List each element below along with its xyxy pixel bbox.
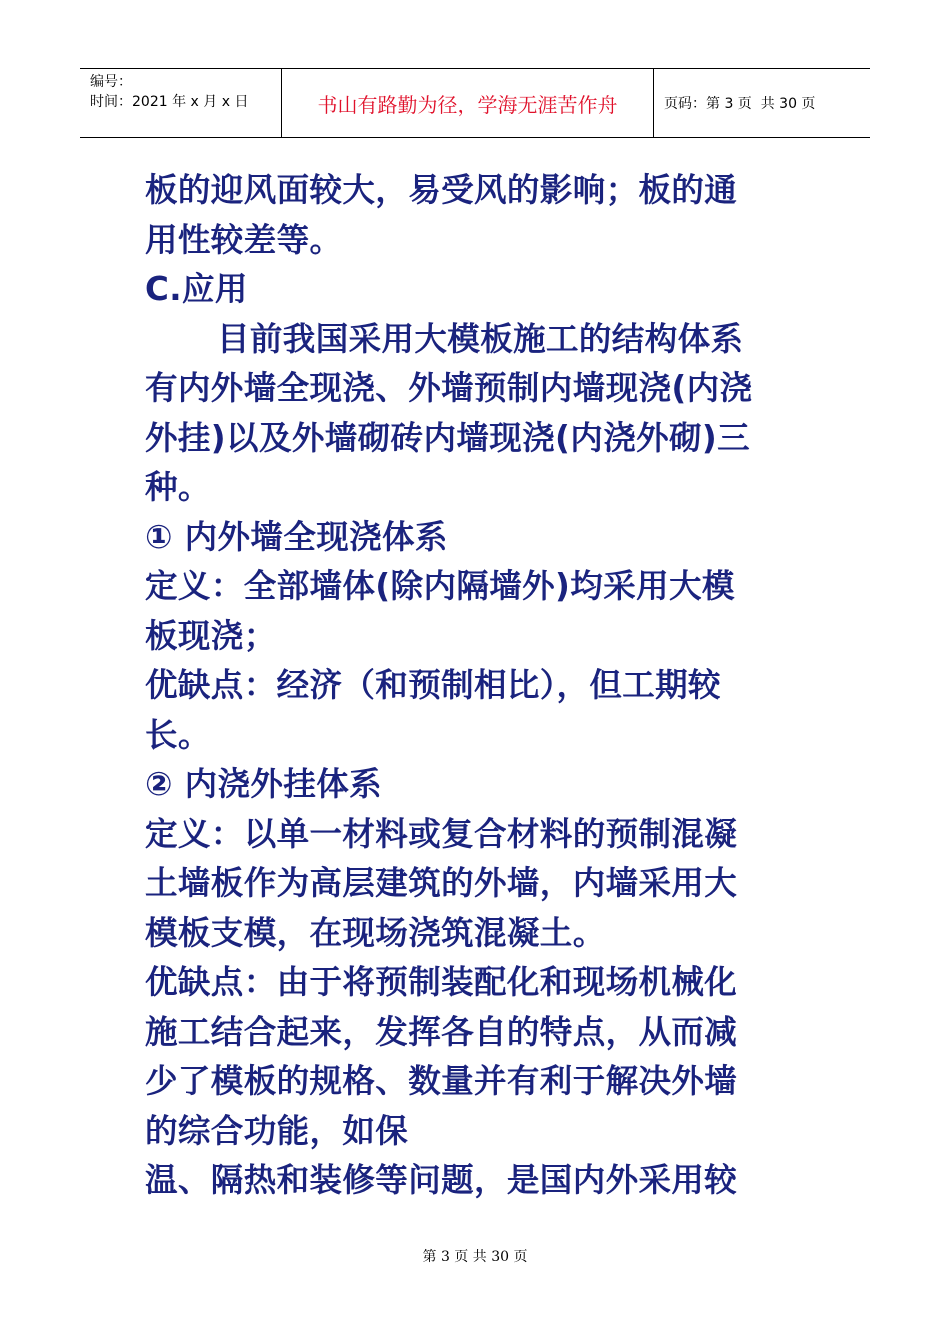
- body-line: 模板支模，在现场浇筑混凝土。: [145, 913, 606, 952]
- subsection-heading: ① 内外墙全现浇体系: [145, 517, 448, 556]
- page-header: [80, 68, 870, 138]
- body-line: 定义：全部墙体(除内隔墙外)均采用大模: [145, 567, 735, 605]
- header-page-info: [654, 69, 870, 137]
- body-line: 优缺点：由于将预制装配化和现场机械化: [145, 963, 738, 1001]
- body-line: 温、隔热和装修等问题，是国内外采用较: [145, 1161, 738, 1199]
- body-line: 长。: [145, 715, 211, 754]
- page-footer: 第 3 页 共 30 页: [422, 1249, 528, 1265]
- body-line: 定义：以单一材料或复合材料的预制混凝: [145, 814, 738, 853]
- body-line: 施工结合起来，发挥各自的特点，从而减: [145, 1012, 738, 1051]
- body-line: 外挂)以及外墙砌砖内墙现浇(内浇外砌)三: [145, 418, 751, 457]
- body-line: 目前我国采用大模板施工的结构体系: [217, 319, 744, 358]
- body-line: 优缺点：经济（和预制相比），但工期较: [145, 666, 721, 704]
- body-line: 种。: [145, 468, 211, 506]
- body-line: 板的迎风面较大，易受风的影响；板的通: [145, 171, 738, 209]
- time-label: 时间：2021 年 x 月 x 日: [90, 94, 249, 110]
- section-heading: C.应用: [145, 270, 248, 308]
- body-line: 土墙板作为高层建筑的外墙，内墙采用大: [145, 864, 738, 902]
- document-body: [145, 166, 815, 1206]
- header-meta: [80, 69, 282, 137]
- body-line: 有内外墙全现浇、外墙预制内墙现浇(内浇: [145, 369, 753, 407]
- number-label: 编号：: [90, 74, 132, 90]
- header-motto: 书山有路勤为径，学海无涯苦作舟: [282, 69, 654, 137]
- subsection-heading: ② 内浇外挂体系: [145, 765, 383, 803]
- body-line: 的综合功能，如保: [145, 1111, 409, 1150]
- body-line: 用性较差等。: [145, 220, 343, 259]
- body-line: 板现浇；: [145, 616, 277, 655]
- body-line: 少了模板的规格、数量并有利于解决外墙: [145, 1062, 738, 1100]
- page-info-text: 页码：第 3 页 共 30 页: [664, 96, 816, 112]
